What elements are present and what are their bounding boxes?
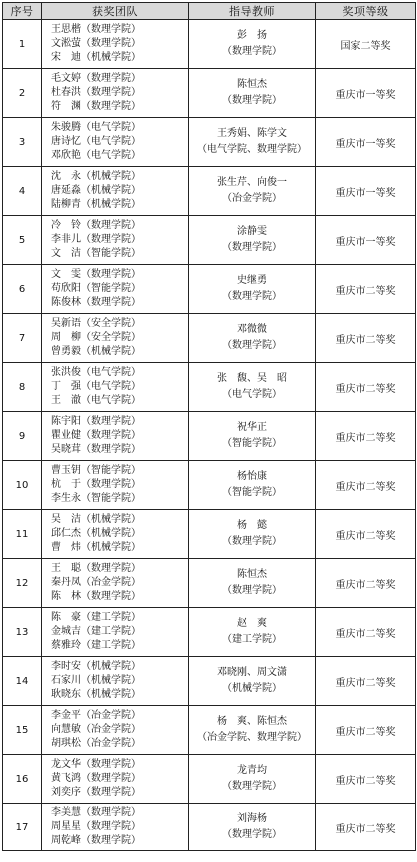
table-row xyxy=(3,510,416,559)
table-row xyxy=(3,412,416,461)
award-level: 重庆市二等奖 xyxy=(316,461,416,510)
row-number: 13 xyxy=(3,608,42,657)
advisor-affiliation: （数理学院） xyxy=(222,829,282,840)
team-cell xyxy=(42,118,189,167)
award-level: 重庆市二等奖 xyxy=(316,804,416,851)
team-cell xyxy=(42,363,189,412)
team-cell xyxy=(42,216,189,265)
team-member: 李美慧（数理学院） xyxy=(51,807,141,818)
team-member: 陈 豪（建工学院） xyxy=(51,612,141,623)
award-level: 重庆市二等奖 xyxy=(316,559,416,608)
advisor-cell xyxy=(189,510,316,559)
advisor-name: 陈恒杰 xyxy=(237,569,267,580)
advisor-affiliation: （数理学院） xyxy=(222,585,282,596)
award-level: 重庆市二等奖 xyxy=(316,363,416,412)
row-number: 16 xyxy=(3,755,42,804)
table-row xyxy=(3,265,416,314)
advisor-affiliation: （机械学院） xyxy=(222,683,282,694)
awards-table xyxy=(2,2,416,851)
advisor-affiliation: （数理学院） xyxy=(222,46,282,57)
advisor-cell xyxy=(189,69,316,118)
table-row xyxy=(3,706,416,755)
team-cell xyxy=(42,20,189,69)
award-level: 重庆市二等奖 xyxy=(316,608,416,657)
award-level: 重庆市一等奖 xyxy=(316,216,416,265)
team-member: 沈 永（机械学院） xyxy=(51,171,141,182)
team-member: 瞿业健（数理学院） xyxy=(51,430,141,441)
team-member: 李非儿（数理学院） xyxy=(51,234,141,245)
table-row xyxy=(3,167,416,216)
award-level: 重庆市一等奖 xyxy=(316,118,416,167)
team-member: 文 洁（智能学院） xyxy=(51,248,141,259)
advisor-name: 杨 懿 xyxy=(237,520,267,531)
table-row xyxy=(3,69,416,118)
advisor-affiliation: （数理学院） xyxy=(222,291,282,302)
advisor-name: 陈恒杰 xyxy=(237,79,267,90)
team-member: 吴晓茸（数理学院） xyxy=(51,444,141,455)
team-member: 丁 强（电气学院） xyxy=(51,381,141,392)
advisor-cell xyxy=(189,755,316,804)
advisor-cell xyxy=(189,118,316,167)
advisor-name: 张生芹、向俊一 xyxy=(217,177,287,188)
team-member: 李生永（智能学院） xyxy=(51,493,141,504)
advisor-affiliation: （智能学院） xyxy=(222,438,282,449)
team-member: 蔡雅玲（建工学院） xyxy=(51,640,141,651)
row-number: 11 xyxy=(3,510,42,559)
award-level: 重庆市二等奖 xyxy=(316,706,416,755)
team-member: 文淞萤（数理学院） xyxy=(51,38,141,49)
row-number: 7 xyxy=(3,314,42,363)
team-member: 苟欣阳（智能学院） xyxy=(51,283,141,294)
row-number: 5 xyxy=(3,216,42,265)
team-cell xyxy=(42,412,189,461)
team-member: 王思楷（数理学院） xyxy=(51,24,141,35)
team-cell xyxy=(42,559,189,608)
team-member: 唐延淼（机械学院） xyxy=(51,185,141,196)
advisor-affiliation: （电气学院） xyxy=(222,389,282,400)
row-number: 1 xyxy=(3,20,42,69)
team-member: 冷 铃（数理学院） xyxy=(51,220,141,231)
team-member: 周 柳（安全学院） xyxy=(51,332,141,343)
table-row xyxy=(3,314,416,363)
advisor-cell xyxy=(189,20,316,69)
advisor-affiliation: （数理学院） xyxy=(222,95,282,106)
advisor-cell xyxy=(189,804,316,851)
team-cell xyxy=(42,510,189,559)
advisor-cell xyxy=(189,559,316,608)
advisor-cell xyxy=(189,216,316,265)
team-cell xyxy=(42,461,189,510)
header-advisor: 指导教师 xyxy=(189,3,316,20)
award-level: 重庆市一等奖 xyxy=(316,69,416,118)
team-member: 朱骏腾（电气学院） xyxy=(51,122,141,133)
advisor-affiliation: （数理学院） xyxy=(222,781,282,792)
award-level: 国家二等奖 xyxy=(316,20,416,69)
advisor-cell xyxy=(189,363,316,412)
table-row xyxy=(3,657,416,706)
header-award: 奖项等级 xyxy=(316,3,416,20)
advisor-name: 张 馥、吴 昭 xyxy=(217,373,287,384)
row-number: 12 xyxy=(3,559,42,608)
team-member: 王 澈（电气学院） xyxy=(51,395,141,406)
team-member: 张洪俊（电气学院） xyxy=(51,367,141,378)
advisor-name: 杨 爽、陈恒杰 xyxy=(217,716,287,727)
advisor-name: 史继勇 xyxy=(237,275,267,286)
team-member: 石家川（机械学院） xyxy=(51,675,141,686)
team-member: 陈俊林（数理学院） xyxy=(51,297,141,308)
team-member: 邓欣艳（电气学院） xyxy=(51,150,141,161)
team-cell xyxy=(42,167,189,216)
team-member: 龙文华（数理学院） xyxy=(51,759,141,770)
advisor-cell xyxy=(189,657,316,706)
award-level: 重庆市二等奖 xyxy=(316,314,416,363)
row-number: 2 xyxy=(3,69,42,118)
advisor-name: 赵 爽 xyxy=(237,618,267,629)
advisor-name: 龙青均 xyxy=(237,765,267,776)
team-member: 吴 洁（机械学院） xyxy=(51,514,141,525)
team-member: 吴新语（安全学院） xyxy=(51,318,141,329)
team-member: 曾勇毅（机械学院） xyxy=(51,346,141,357)
table-row xyxy=(3,363,416,412)
team-member: 周乾峰（数理学院） xyxy=(51,835,141,846)
award-level: 重庆市二等奖 xyxy=(316,412,416,461)
advisor-name: 涂静雯 xyxy=(237,226,267,237)
team-member: 陈 林（数理学院） xyxy=(51,591,141,602)
advisor-name: 王秀娟、陈学文 xyxy=(217,128,287,139)
row-number: 4 xyxy=(3,167,42,216)
advisor-affiliation: （建工学院） xyxy=(222,634,282,645)
header-num: 序号 xyxy=(3,3,42,20)
team-member: 文 雯（数理学院） xyxy=(51,269,141,280)
advisor-name: 邓晓刚、周文潇 xyxy=(217,667,287,678)
advisor-cell xyxy=(189,706,316,755)
header-row xyxy=(3,3,416,20)
row-number: 10 xyxy=(3,461,42,510)
team-member: 胡琪松（冶金学院） xyxy=(51,738,141,749)
advisor-affiliation: （冶金学院） xyxy=(222,193,282,204)
table-row xyxy=(3,216,416,265)
team-member: 邱仁杰（机械学院） xyxy=(51,528,141,539)
advisor-cell xyxy=(189,608,316,657)
award-level: 重庆市二等奖 xyxy=(316,657,416,706)
team-cell xyxy=(42,265,189,314)
team-member: 陆柳青（机械学院） xyxy=(51,199,141,210)
table-body xyxy=(3,20,416,851)
team-member: 杭 于（数理学院） xyxy=(51,479,141,490)
award-level: 重庆市二等奖 xyxy=(316,755,416,804)
team-member: 李金平（冶金学院） xyxy=(51,710,141,721)
advisor-name: 彭 扬 xyxy=(237,30,267,41)
team-member: 刘奕序（数理学院） xyxy=(51,787,141,798)
advisor-affiliation: （冶金学院、数理学院） xyxy=(197,732,307,743)
team-cell xyxy=(42,706,189,755)
row-number: 15 xyxy=(3,706,42,755)
award-level: 重庆市二等奖 xyxy=(316,510,416,559)
team-cell xyxy=(42,608,189,657)
team-member: 耿晓东（机械学院） xyxy=(51,689,141,700)
team-member: 王 聪（数理学院） xyxy=(51,563,141,574)
row-number: 3 xyxy=(3,118,42,167)
advisor-cell xyxy=(189,265,316,314)
advisor-cell xyxy=(189,314,316,363)
advisor-name: 刘海杨 xyxy=(237,813,267,824)
team-cell xyxy=(42,69,189,118)
team-member: 陈宇阳（数理学院） xyxy=(51,416,141,427)
team-member: 金城吉（建工学院） xyxy=(51,626,141,637)
table-row xyxy=(3,559,416,608)
advisor-affiliation: （电气学院、数理学院） xyxy=(197,144,307,155)
row-number: 9 xyxy=(3,412,42,461)
team-cell xyxy=(42,804,189,851)
row-number: 8 xyxy=(3,363,42,412)
team-cell xyxy=(42,657,189,706)
team-member: 宋 迪（机械学院） xyxy=(51,52,141,63)
advisor-cell xyxy=(189,167,316,216)
advisor-affiliation: （智能学院） xyxy=(222,487,282,498)
advisor-affiliation: （数理学院） xyxy=(222,340,282,351)
advisor-name: 杨怡康 xyxy=(237,471,267,482)
team-cell xyxy=(42,314,189,363)
table-row xyxy=(3,461,416,510)
table-row xyxy=(3,20,416,69)
row-number: 17 xyxy=(3,804,42,851)
table-row xyxy=(3,804,416,851)
advisor-name: 邓微微 xyxy=(237,324,267,335)
team-member: 秦丹凤（冶金学院） xyxy=(51,577,141,588)
advisor-cell xyxy=(189,412,316,461)
advisor-cell xyxy=(189,461,316,510)
team-member: 符 渊（数理学院） xyxy=(51,101,141,112)
team-member: 唐诗忆（电气学院） xyxy=(51,136,141,147)
award-level: 重庆市二等奖 xyxy=(316,265,416,314)
table-row xyxy=(3,118,416,167)
row-number: 14 xyxy=(3,657,42,706)
team-member: 曹玉钥（智能学院） xyxy=(51,465,141,476)
team-member: 曹 炜（机械学院） xyxy=(51,542,141,553)
team-member: 黄飞鸿（数理学院） xyxy=(51,773,141,784)
advisor-affiliation: （数理学院） xyxy=(222,242,282,253)
team-cell xyxy=(42,755,189,804)
table-row xyxy=(3,755,416,804)
header-team: 获奖团队 xyxy=(42,3,189,20)
team-member: 向慧敏（冶金学院） xyxy=(51,724,141,735)
team-member: 李时安（机械学院） xyxy=(51,661,141,672)
table-row xyxy=(3,608,416,657)
table-header xyxy=(3,3,416,20)
row-number: 6 xyxy=(3,265,42,314)
award-level: 重庆市一等奖 xyxy=(316,167,416,216)
team-member: 杜春洪（数理学院） xyxy=(51,87,141,98)
advisor-name: 祝华正 xyxy=(237,422,267,433)
team-member: 毛文婷（数理学院） xyxy=(51,73,141,84)
advisor-affiliation: （数理学院） xyxy=(222,536,282,547)
team-member: 周星星（数理学院） xyxy=(51,821,141,832)
